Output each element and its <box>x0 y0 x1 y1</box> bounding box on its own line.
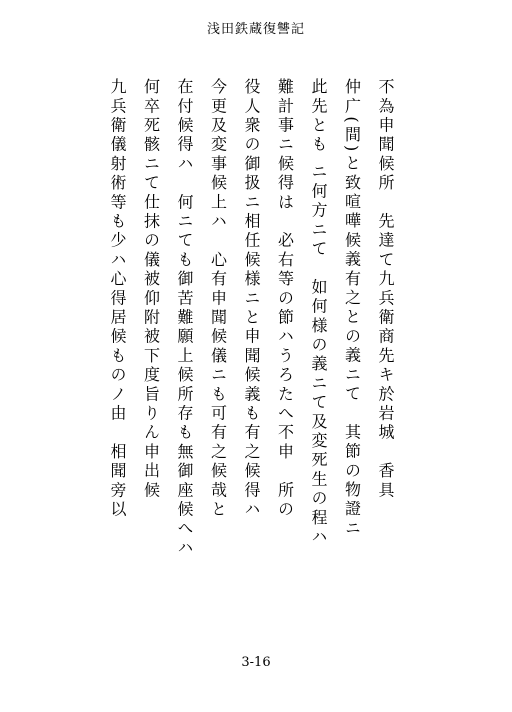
text-column: 仲广(間)と致喧嘩候義有之との義ニて 其節の物證ニ <box>342 78 362 539</box>
text-column: 在付候得ハ 何ニても御苦難願上候所存も無御座候へハ <box>175 78 194 558</box>
text-column: 九兵衛儀射術等も少ハ心得居候ものノ由 相聞旁以 <box>108 78 127 520</box>
page-number: 3-16 <box>241 655 271 670</box>
text-column: 何卒死骸ニて仕抹の儀被仰附被下度旨りん申出候 <box>141 78 161 501</box>
text-column: 難計事ニ候得は 必右等の節ハうろたへ不申 所の <box>275 78 295 520</box>
text-column: 此先とも ニ何方ニて 如何様の義ニて及変死生の程ハ <box>309 78 328 548</box>
document-body <box>101 78 403 598</box>
text-column: 役人衆の御扱ニ相任候様ニと申聞候義も有之候得ハ <box>242 78 261 520</box>
page-title: 浅田鉄蔵復讐記 <box>206 22 305 37</box>
text-column: 今更及変事候上ハ 心有申聞候儀ニも可有之候哉と <box>208 78 228 520</box>
text-column: 不為申聞候所 先達て九兵衛商先キ於岩城 香具 <box>376 78 395 501</box>
